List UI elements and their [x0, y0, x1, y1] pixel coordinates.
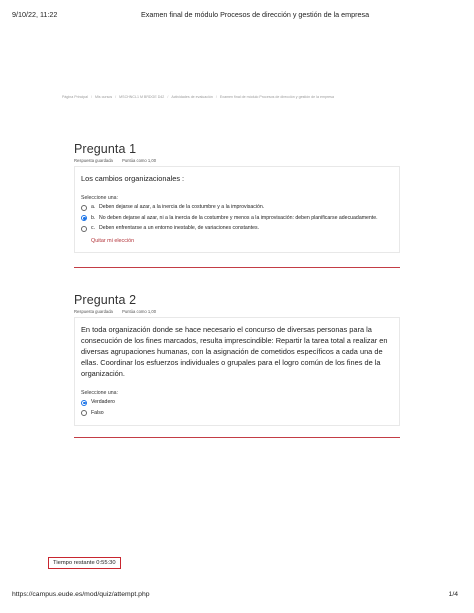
print-page-number: 1/4 [448, 591, 458, 598]
question-title: Pregunta 2 [74, 293, 137, 307]
question-divider [74, 437, 400, 438]
print-url: https://campus.eude.es/mod/quiz/attempt.php [12, 591, 150, 598]
answer-option-b[interactable] [81, 215, 393, 223]
breadcrumb-item-home[interactable]: Página Principal [62, 95, 88, 99]
breadcrumb-separator: / [90, 95, 92, 99]
option-text: Deben enfrentarse a un entorno inestable, de variaciones constantes. [99, 225, 260, 231]
option-text: Verdadero [91, 399, 115, 405]
radio-button[interactable] [81, 410, 87, 416]
answer-option-a[interactable] [81, 204, 393, 212]
select-label: Seleccione una: [81, 195, 118, 201]
question-1 [74, 142, 400, 253]
breadcrumb-item-my-courses[interactable]: Mis cursos [94, 95, 113, 99]
question-points: Puntúa como 1,00 [122, 309, 157, 314]
breadcrumb-separator: / [167, 95, 169, 99]
print-title: Examen final de módulo Procesos de dirección y gestión de la empresa [141, 10, 370, 19]
breadcrumb-separator: / [215, 95, 217, 99]
question-text: En toda organización donde se hace necesario el concurso de diversas personas para la consecución de los fines marcados, resulta imprescindible: Repartir la tarea total a realizar en diversas agrupaciones humanas, con la asignación de cometidos específicos a cada una de ellas. Coordinar los esfuerzos individuales o grupales para el logro común de los fines de la organización. [81, 325, 388, 378]
option-letter: c. [91, 225, 96, 231]
question-title: Pregunta 1 [74, 142, 137, 156]
breadcrumb-item-activities[interactable]: Actividades de evaluación [171, 95, 213, 99]
question-2 [74, 293, 400, 426]
option-text: No deben dejarse al azar, ni a la inercia de la costumbre y menos a la improvisación: deben planificarse adecuadamente. [99, 214, 378, 221]
radio-button-selected[interactable] [81, 400, 87, 406]
select-label: Seleccione una: [81, 390, 118, 396]
question-meta [74, 309, 400, 314]
breadcrumb-separator: / [115, 95, 117, 99]
question-content-box [74, 317, 400, 426]
print-date: 9/10/22, 11:22 [12, 10, 58, 19]
question-text: Los cambios organizacionales : [81, 174, 185, 183]
breadcrumb [62, 95, 422, 99]
option-text: Deben dejarse al azar, a la inercia de la costumbre y a la improvisación. [99, 204, 265, 210]
question-content-box [74, 166, 400, 253]
breadcrumb-item-course[interactable]: MSCHNCL1 M BRDGE D42 [119, 95, 165, 99]
breadcrumb-item-exam[interactable]: Examen final de módulo Procesos de dirección y gestión de la empresa [219, 95, 334, 99]
question-meta [74, 158, 400, 163]
radio-button[interactable] [81, 226, 87, 232]
clear-choice-link[interactable]: Quitar mi elección [91, 237, 135, 244]
option-text: Falso [91, 409, 104, 416]
radio-button-selected[interactable] [81, 215, 87, 221]
question-status: Respuesta guardada [74, 158, 113, 163]
answer-option-true[interactable] [81, 399, 393, 407]
question-points: Puntúa como 1,00 [122, 158, 157, 163]
radio-button[interactable] [81, 205, 87, 211]
option-letter: b. [91, 214, 96, 221]
time-remaining-badge: Tiempo restante 0:55:30 [48, 557, 121, 569]
print-header [0, 10, 474, 22]
answer-option-false[interactable] [81, 410, 393, 418]
answer-option-c[interactable] [81, 225, 393, 233]
question-divider [74, 267, 400, 268]
option-letter: a. [91, 204, 96, 210]
question-status: Respuesta guardada [74, 309, 113, 314]
